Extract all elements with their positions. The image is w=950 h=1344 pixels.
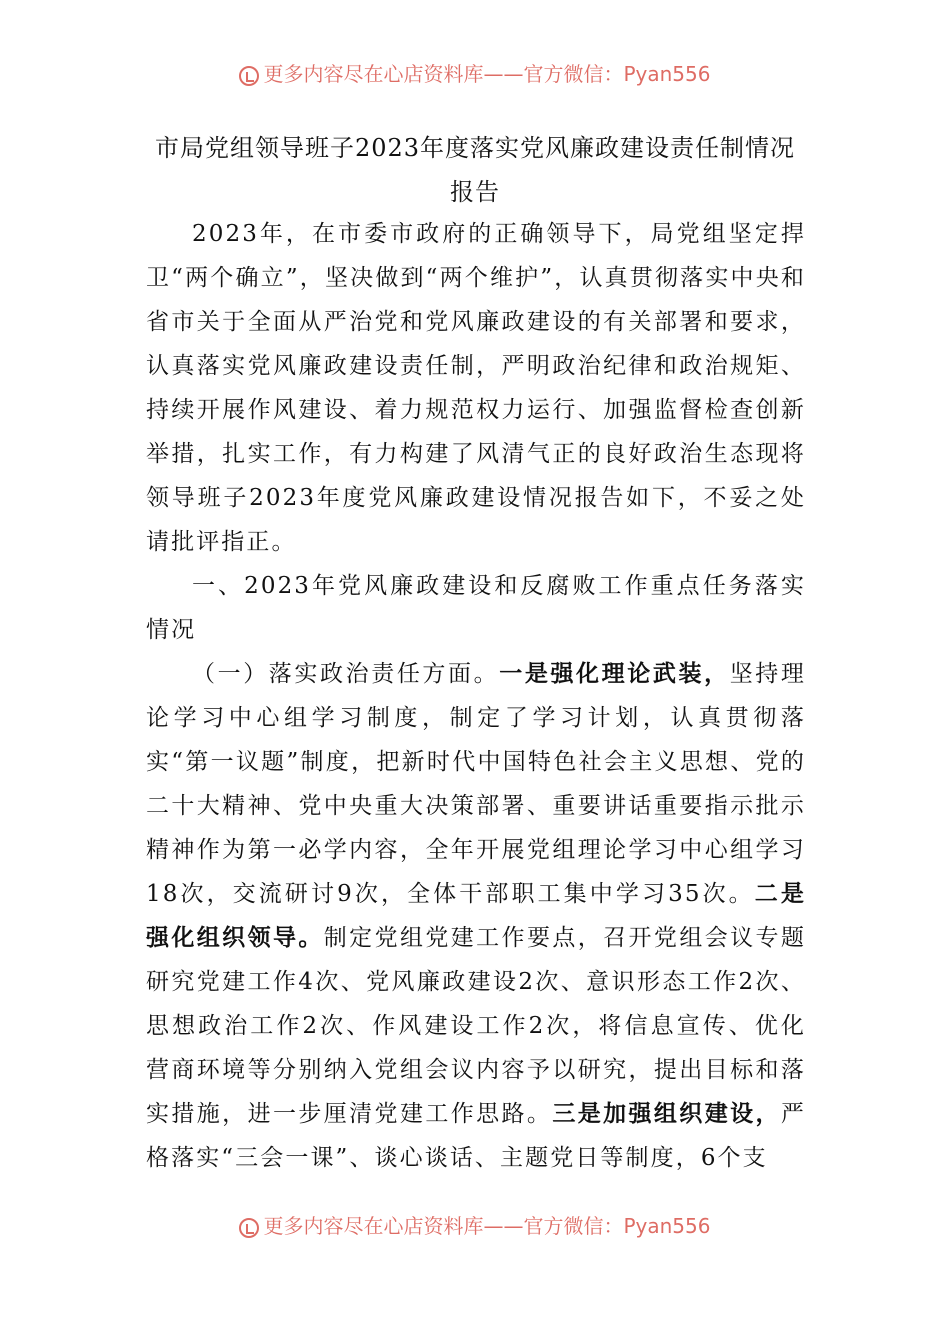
bold-point-1: 一是强化理论武装， xyxy=(499,660,730,687)
point-2-text: 制定党组党建工作要点，召开党组会议专题研究党建工作4次、党风廉政建设2次、意识形态工作2次、思想政治工作2次、作风建设工作2次，将信息宣传、优化营商环境等分别纳入党组会议内容予以研究，提出目标和落实措施，进一步厘清党建工作思路。 xyxy=(146,925,807,1127)
paragraph-political-responsibility xyxy=(146,652,806,1180)
title-line-1: 市局党组领导班子2023年度落实党风廉政建设责任制情况 xyxy=(154,134,796,162)
paragraph-lead: （一）落实政治责任方面。 xyxy=(192,661,500,687)
watermark-header xyxy=(0,52,950,90)
watermark-logo-icon xyxy=(239,66,259,86)
watermark-footer xyxy=(0,1208,950,1238)
point-3-text: 严格落实“三会一课”、谈心谈话、主题党日等制度，6个支 xyxy=(146,1101,806,1171)
title-line-2: 报告 xyxy=(450,178,500,206)
document-title xyxy=(140,126,810,214)
point-1-text: 坚持理论学习中心组学习制度，制定了学习计划，认真贯彻落实“第一议题”制度，把新时代中国特色社会主义思想、党的二十大精神、党中央重大决策部署、重要讲话重要指示批示精神作为第一必学内容，全年开展党组理论学习中心组学习18次，交流研讨9次，全体干部职工集中学习35次。 xyxy=(146,661,806,907)
bold-point-2: 二是强化组织领导。 xyxy=(146,880,807,951)
watermark-text: 更多内容尽在心店资料库——官方微信：Pyan556 xyxy=(263,1214,711,1238)
watermark-logo-icon xyxy=(239,1218,259,1238)
watermark-text: 更多内容尽在心店资料库——官方微信：Pyan556 xyxy=(263,62,711,86)
section-heading: 一、2023年党风廉政建设和反腐败工作重点任务落实情况 xyxy=(146,573,806,643)
document-body xyxy=(146,212,806,1180)
intro-paragraph: 2023年，在市委市政府的正确领导下，局党组坚定捍卫“两个确立”，坚决做到“两个维护”，认真贯彻落实中央和省市关于全面从严治党和党风廉政建设的有关部署和要求，认真落实党风廉政建设责任制，严明政治纪律和政治规矩、持续开展作风建设、着力规范权力运行、加强监督检查创新举措，扎实工作，有力构建了风清气正的良好政治生态现将领导班子2023年度党风廉政建设情况报告如下，不妥之处请批评指正。 xyxy=(146,221,806,555)
bold-point-3: 三是加强组织建设， xyxy=(552,1100,781,1127)
